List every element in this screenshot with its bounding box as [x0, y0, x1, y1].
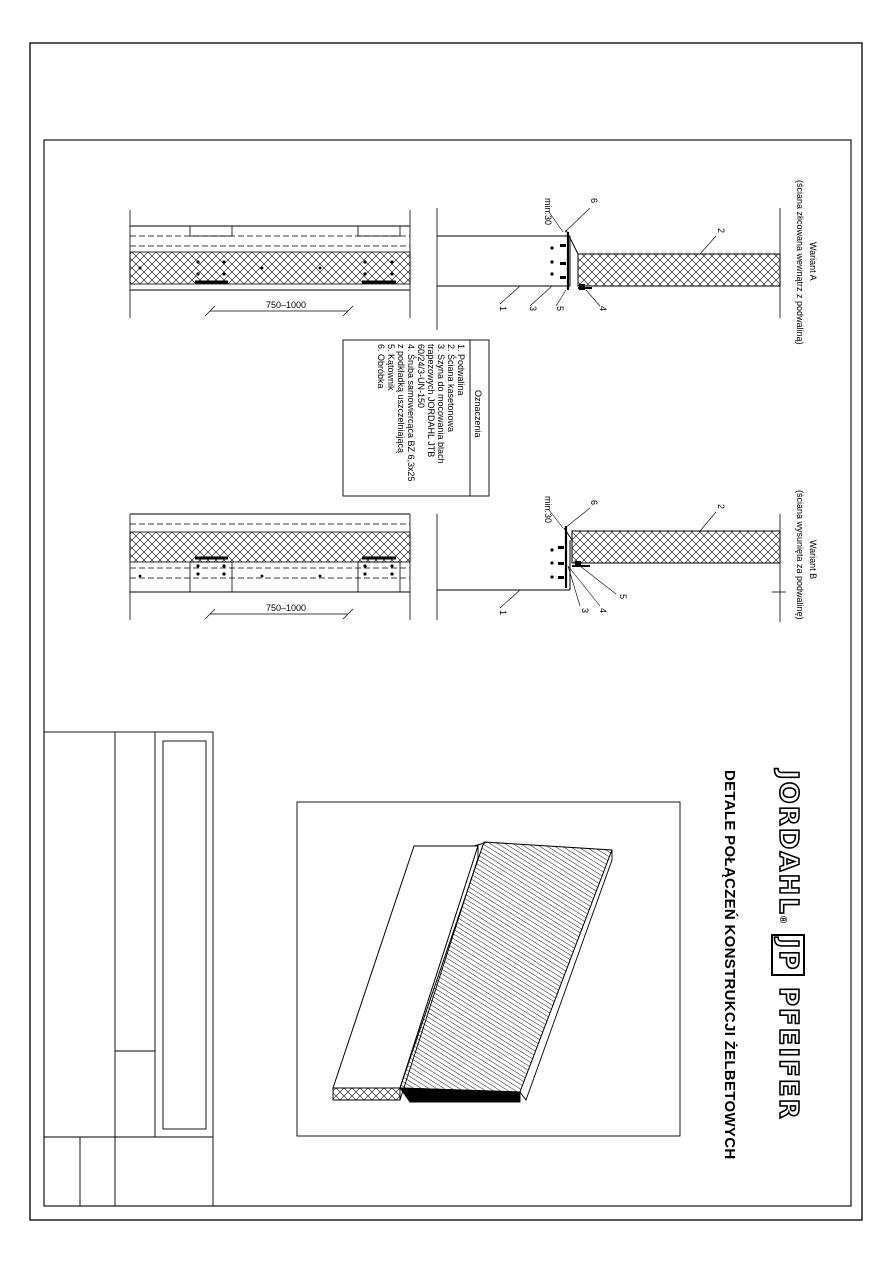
legend-item: 5. Kątownik	[386, 344, 396, 391]
legend-title: Oznaczenia	[473, 390, 483, 438]
variant-a-callout-4: 4	[598, 306, 608, 312]
isometric-illustration	[297, 802, 680, 1136]
variant-a-callout-5: 5	[555, 306, 565, 312]
brand-pfeifer: PFEIFER	[773, 986, 803, 1121]
variant-a-callout-1: 1	[498, 306, 508, 312]
variant-b-callout-6: 6	[589, 500, 599, 506]
legend-item: trapezowych JORDAHL JTB	[426, 344, 436, 458]
variant-b-callout-1: 1	[498, 610, 508, 616]
title-block	[44, 732, 213, 1206]
brand-logo	[773, 770, 803, 1121]
variant-b-callout-5: 5	[618, 594, 628, 600]
legend-list	[376, 344, 466, 482]
brand-jordahl: JORDAHL	[773, 770, 803, 916]
variant-b-dimension: 750–1000	[266, 603, 307, 613]
variant-a-callout-2: 2	[716, 228, 726, 234]
legend-item: z podkładką uszczelniającą	[396, 344, 406, 454]
variant-b-callout-4: 4	[598, 608, 608, 614]
variant-a-section	[437, 208, 780, 330]
variant-a-dimension: 750–1000	[266, 300, 307, 310]
variant-b-section	[437, 508, 786, 622]
variant-b-subheading: (ściana wysunięta za podwalinę)	[795, 490, 805, 620]
drawing-title: DETALE POŁĄCZEŃ KONSTRUKCJI ŻELBETOWYCH	[721, 770, 738, 1160]
registered-mark: ®	[777, 915, 788, 924]
brand-jp-logo: JP	[771, 934, 805, 977]
variant-b-heading: Wariant B	[808, 540, 818, 580]
variant-a-subheading: (ściana złicowana wewnątrz z podwaliną)	[795, 180, 805, 345]
legend-item: 4. Śruba samowiercąca BZ 6,3x25	[406, 344, 416, 482]
variant-a-heading: Wariant A	[808, 242, 818, 281]
variant-b-callout-3: 3	[580, 608, 590, 614]
variant-b-plan-screws	[139, 564, 394, 577]
legend-item: 1. Podwalina	[456, 344, 466, 396]
variant-b-callout-2: 2	[716, 504, 726, 510]
variant-a-callout-3: 3	[528, 306, 538, 312]
variant-a-min-label: min.30	[543, 198, 553, 226]
legend-item: 2. Ściana kasetonowa	[446, 344, 456, 433]
legend-item: 3. Szyna do mocowania blach	[436, 344, 446, 464]
variant-b-min-label: min.30	[543, 496, 553, 524]
legend-item: 60/24/3-UN-150	[416, 344, 426, 409]
legend-item: 6. Obróbka	[376, 344, 386, 389]
variant-a-callout-6: 6	[589, 198, 599, 204]
